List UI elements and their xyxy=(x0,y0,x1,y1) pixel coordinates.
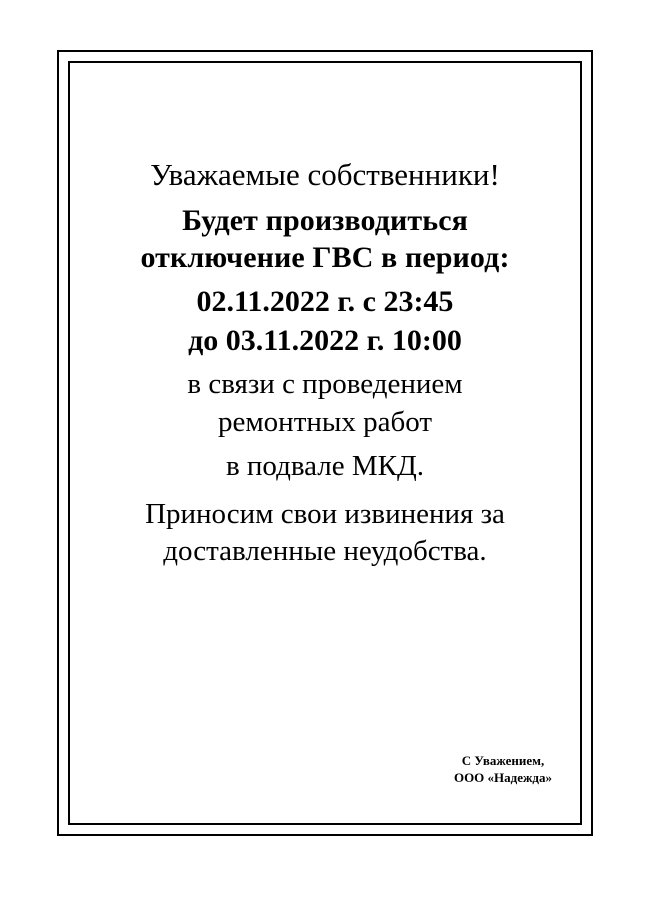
notice-announcement-line-1: Будет производиться xyxy=(182,204,468,238)
notice-signature xyxy=(454,752,552,787)
signature-line-2: ООО «Надежда» xyxy=(453,770,552,786)
notice-inner-border xyxy=(68,61,582,825)
notice-reason-line-1: в связи с проведением xyxy=(187,368,463,401)
signature-line-1: С Уважением, xyxy=(461,752,545,768)
notice-apology-line-2: доставленные неудобства. xyxy=(163,535,487,568)
spacer-before-apology xyxy=(92,486,558,496)
notice-period-to: до 03.11.2022 г. 10:00 xyxy=(188,324,462,358)
notice-period-from: 02.11.2022 г. с 23:45 xyxy=(196,285,454,319)
notice-outer-border xyxy=(57,50,593,836)
notice-content xyxy=(70,63,580,823)
notice-reason-line-3: в подвале МКД. xyxy=(225,449,425,482)
notice-apology-line-1: Приносим свои извинения за xyxy=(145,497,505,530)
notice-greeting: Уважаемые собственники! xyxy=(150,157,500,192)
notice-announcement-line-2: отключение ГВС в период: xyxy=(140,240,510,274)
notice-reason-line-2: ремонтных работ xyxy=(217,406,433,439)
